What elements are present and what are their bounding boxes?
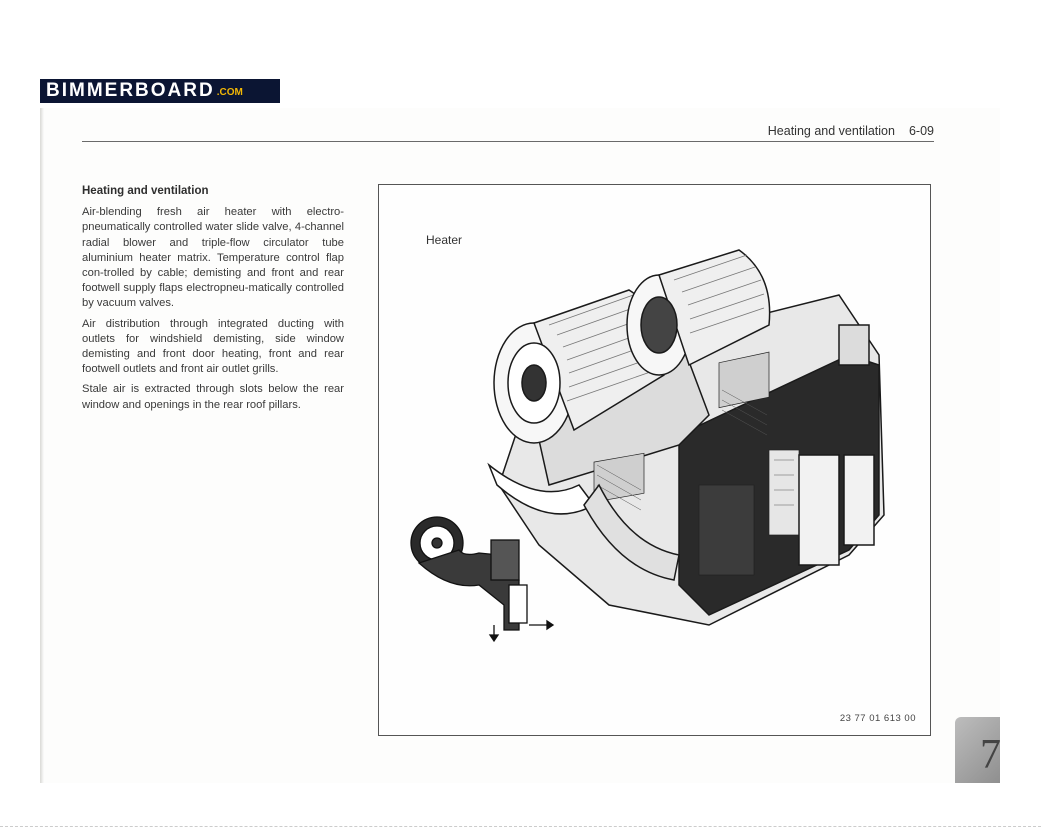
bottom-dashed-rule (0, 826, 1041, 827)
figure-frame (378, 184, 931, 736)
paragraph-1: Air-blending fresh air heater with electro-pneumatically controlled water slide valve, 4-channel radial blower and triple-flow circulator tube aluminium heater matrix. Temperature control flap con-trolled by cable; demisting and front and rear footwell supply flaps electropneu-matically controlled by vacuum valves. (82, 206, 344, 310)
logo-text: BIMMERBOARD (46, 80, 215, 101)
chapter-tab (955, 717, 1000, 783)
page-edge-shadow (40, 108, 44, 783)
paragraph-3: Stale air is extracted through slots below the rear window and openings in the rear roof pillars. (82, 383, 344, 411)
bimmerboard-logo[interactable] (40, 79, 280, 103)
airflow-inset (411, 517, 553, 641)
section-heading: Heating and ventilation (82, 185, 209, 197)
page-number: 6-09 (908, 124, 934, 138)
paragraph-2: Air distribution through integrated ducting with outlets for windshield demisting, side window demisting and front door heating, front and rear footwell outlets and front air outlet grills. (82, 317, 344, 376)
running-header (768, 124, 934, 138)
logo-suffix: .COM (216, 87, 243, 98)
figure-reference-number: 23 77 01 613 00 (839, 713, 916, 724)
text-column (82, 184, 344, 418)
figure-caption: Heater (426, 233, 463, 247)
header-title: Heating and ventilation (767, 124, 895, 138)
heater-illustration (379, 185, 930, 735)
header-rule (82, 141, 934, 142)
chapter-number: 7 (980, 732, 1001, 778)
